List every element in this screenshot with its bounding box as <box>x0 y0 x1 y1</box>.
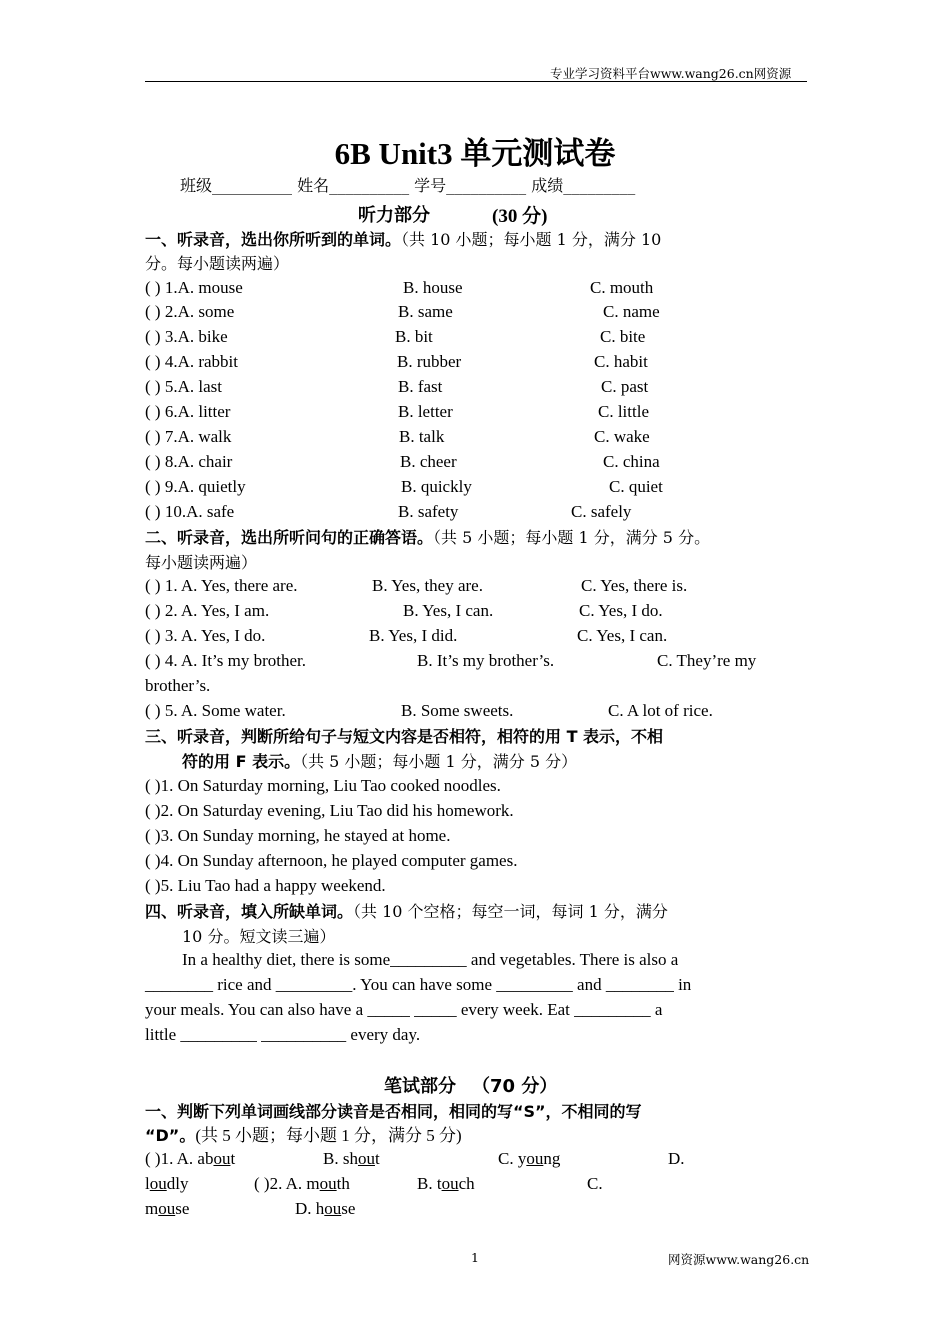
sec3-title2-line <box>182 749 577 772</box>
sec2-title: 二、听录音，选出所听问句的正确答语。 <box>145 528 434 547</box>
sec2-q-1: ( ) 1. A. Yes, there are. <box>145 576 298 595</box>
sec1-c-3: C. bite <box>600 327 646 346</box>
sec1-q-8: ( ) 8.A. chair <box>145 452 233 471</box>
sec2-c-1: C. Yes, there is. <box>581 576 688 595</box>
sec1-c-7: C. wake <box>594 427 650 446</box>
sec1-b-8: B. cheer <box>400 452 457 471</box>
sec1-c-4: C. habit <box>594 352 648 371</box>
sec3-item-3: ( )3. On Sunday morning, he stayed at home. <box>145 826 451 845</box>
sec1-q-7: ( ) 7.A. walk <box>145 427 232 446</box>
sec1-q-9: ( ) 9.A. quietly <box>145 477 246 496</box>
page-number: 1 <box>471 1250 479 1265</box>
sec1-title-line <box>145 227 661 250</box>
sec3-item-4: ( )4. On Sunday afternoon, he played computer games. <box>145 851 518 870</box>
sec1-q-4: ( ) 4.A. rabbit <box>145 352 239 371</box>
page-title: 6B Unit3 单元测试卷 <box>334 136 616 171</box>
sec4-note1: （共 10 个空格；每空一词，每词 1 分，满分 <box>353 902 668 921</box>
sec2-b-3: B. Yes, I did. <box>369 626 458 645</box>
sec2-b-4: B. It’s my brother’s. <box>417 651 555 670</box>
sec4-line-1: In a healthy diet, there is some_________ and vegetables. There is also a <box>182 950 679 969</box>
sec1-c-8: C. china <box>603 452 660 471</box>
sec4-line-4: little _________ __________ every day. <box>145 1025 421 1044</box>
student-info-line: 班级__________ 姓名__________ 学号__________ 成绩_________ <box>180 176 636 195</box>
sec1-c-9: C. quiet <box>609 477 663 496</box>
sec2-c-3: C. Yes, I can. <box>577 626 668 645</box>
sec4-line-3: your meals. You can also have a _____ _____ every week. Eat _________ a <box>145 1000 663 1019</box>
sec1-c-6: C. little <box>598 402 649 421</box>
sec2-b-5: B. Some sweets. <box>401 701 514 720</box>
sec3-note: （共 5 小题；每小题 1 分，满分 5 分） <box>300 752 578 771</box>
sec2-q-4: ( ) 4. A. It’s my brother. <box>145 651 307 670</box>
sec2-c-2: C. Yes, I do. <box>579 601 663 620</box>
w-q1-c: C. young <box>498 1149 561 1168</box>
w-q2-b: B. touch <box>417 1174 475 1193</box>
w-sec1-title2: “D”。 <box>145 1126 196 1145</box>
sec1-q-6: ( ) 6.A. litter <box>145 402 231 421</box>
sec1-note1: （共 10 小题；每小题 1 分，满分 10 <box>401 230 662 249</box>
sec3-item-1: ( )1. On Saturday morning, Liu Tao cooked noodles. <box>145 776 501 795</box>
w-q1-a: ( )1. A. about <box>145 1149 236 1168</box>
sec2-q-5: ( ) 5. A. Some water. <box>145 701 286 720</box>
w-q1-b: B. shout <box>323 1149 380 1168</box>
sec1-b-9: B. quickly <box>401 477 472 496</box>
sec1-q-10: ( ) 10.A. safe <box>145 502 235 521</box>
sec1-title: 一、听录音，选出你所听到的单词。 <box>145 230 402 249</box>
sec2-note2: 每小题读两遍） <box>145 553 258 572</box>
sec1-b-10: B. safety <box>398 502 459 521</box>
sec1-c-2: C. name <box>603 302 660 321</box>
listening-score: (30 分) <box>492 206 548 227</box>
sec1-c-1: C. mouth <box>590 278 654 297</box>
header-site: 专业学习资料平台www.wang26.cn网资源 <box>550 66 792 81</box>
sec1-q-1: ( ) 1.A. mouse <box>145 278 243 297</box>
sec1-b-6: B. letter <box>398 402 453 421</box>
sec3-item-2: ( )2. On Saturday evening, Liu Tao did his homework. <box>145 801 514 820</box>
w-q2-c-label: C. <box>587 1174 603 1193</box>
sec4-title-line <box>145 899 668 922</box>
w-q2-c: mouse <box>145 1199 190 1218</box>
w-sec1-note: (共 5 小题；每小题 1 分，满分 5 分) <box>195 1126 462 1145</box>
footer-site: 网资源www.wang26.cn <box>668 1252 810 1267</box>
sec1-b-5: B. fast <box>398 377 443 396</box>
sec2-wrap-4: brother’s. <box>145 676 211 695</box>
sec1-b-2: B. same <box>398 302 453 321</box>
sec1-q-3: ( ) 3.A. bike <box>145 327 228 346</box>
sec1-c-10: C. safely <box>571 502 632 521</box>
listening-heading: 听力部分 <box>358 205 430 226</box>
sec2-b-2: B. Yes, I can. <box>403 601 494 620</box>
w-q1-d: loudly <box>145 1174 189 1193</box>
sec1-b-1: B. house <box>403 278 463 297</box>
written-score: （70 分） <box>472 1076 558 1097</box>
sec3-title1: 三、听录音，判断所给句子与短文内容是否相符，相符的用 T 表示，不相 <box>145 727 664 746</box>
sec1-q-5: ( ) 5.A. last <box>145 377 222 396</box>
sec1-b-7: B. talk <box>399 427 445 446</box>
w-q2-a: ( )2. A. mouth <box>254 1174 350 1193</box>
w-sec1-title1: 一、判断下列单词画线部分读音是否相同，相同的写“S”，不相同的写 <box>145 1102 642 1121</box>
sec2-c-4: C. They’re my <box>657 651 757 670</box>
w-sec1-title2-line <box>145 1123 462 1146</box>
header-rule <box>145 81 807 82</box>
sec1-note2: 分。每小题读两遍） <box>145 254 290 273</box>
sec2-title-line <box>145 525 710 548</box>
written-heading: 笔试部分 <box>384 1076 456 1097</box>
sec1-q-2: ( ) 2.A. some <box>145 302 235 321</box>
sec3-title2: 符的用 F 表示。 <box>182 752 301 771</box>
sec4-note2: 10 分。短文读三遍） <box>182 927 336 946</box>
sec1-b-4: B. rubber <box>397 352 462 371</box>
sec1-b-3: B. bit <box>395 327 433 346</box>
sec2-q-3: ( ) 3. A. Yes, I do. <box>145 626 266 645</box>
sec2-q-2: ( ) 2. A. Yes, I am. <box>145 601 270 620</box>
sec1-c-5: C. past <box>601 377 649 396</box>
w-q1-d-label: D. <box>668 1149 685 1168</box>
sec4-line-2: ________ rice and _________. You can have some _________ and ________ in <box>145 975 692 994</box>
sec4-title: 四、听录音，填入所缺单词。 <box>145 902 354 921</box>
sec2-note1: （共 5 小题；每小题 1 分，满分 5 分。 <box>433 528 711 547</box>
sec2-c-5: C. A lot of rice. <box>608 701 713 720</box>
w-q2-d: D. house <box>295 1199 356 1218</box>
sec2-b-1: B. Yes, they are. <box>372 576 483 595</box>
sec3-item-5: ( )5. Liu Tao had a happy weekend. <box>145 876 386 895</box>
